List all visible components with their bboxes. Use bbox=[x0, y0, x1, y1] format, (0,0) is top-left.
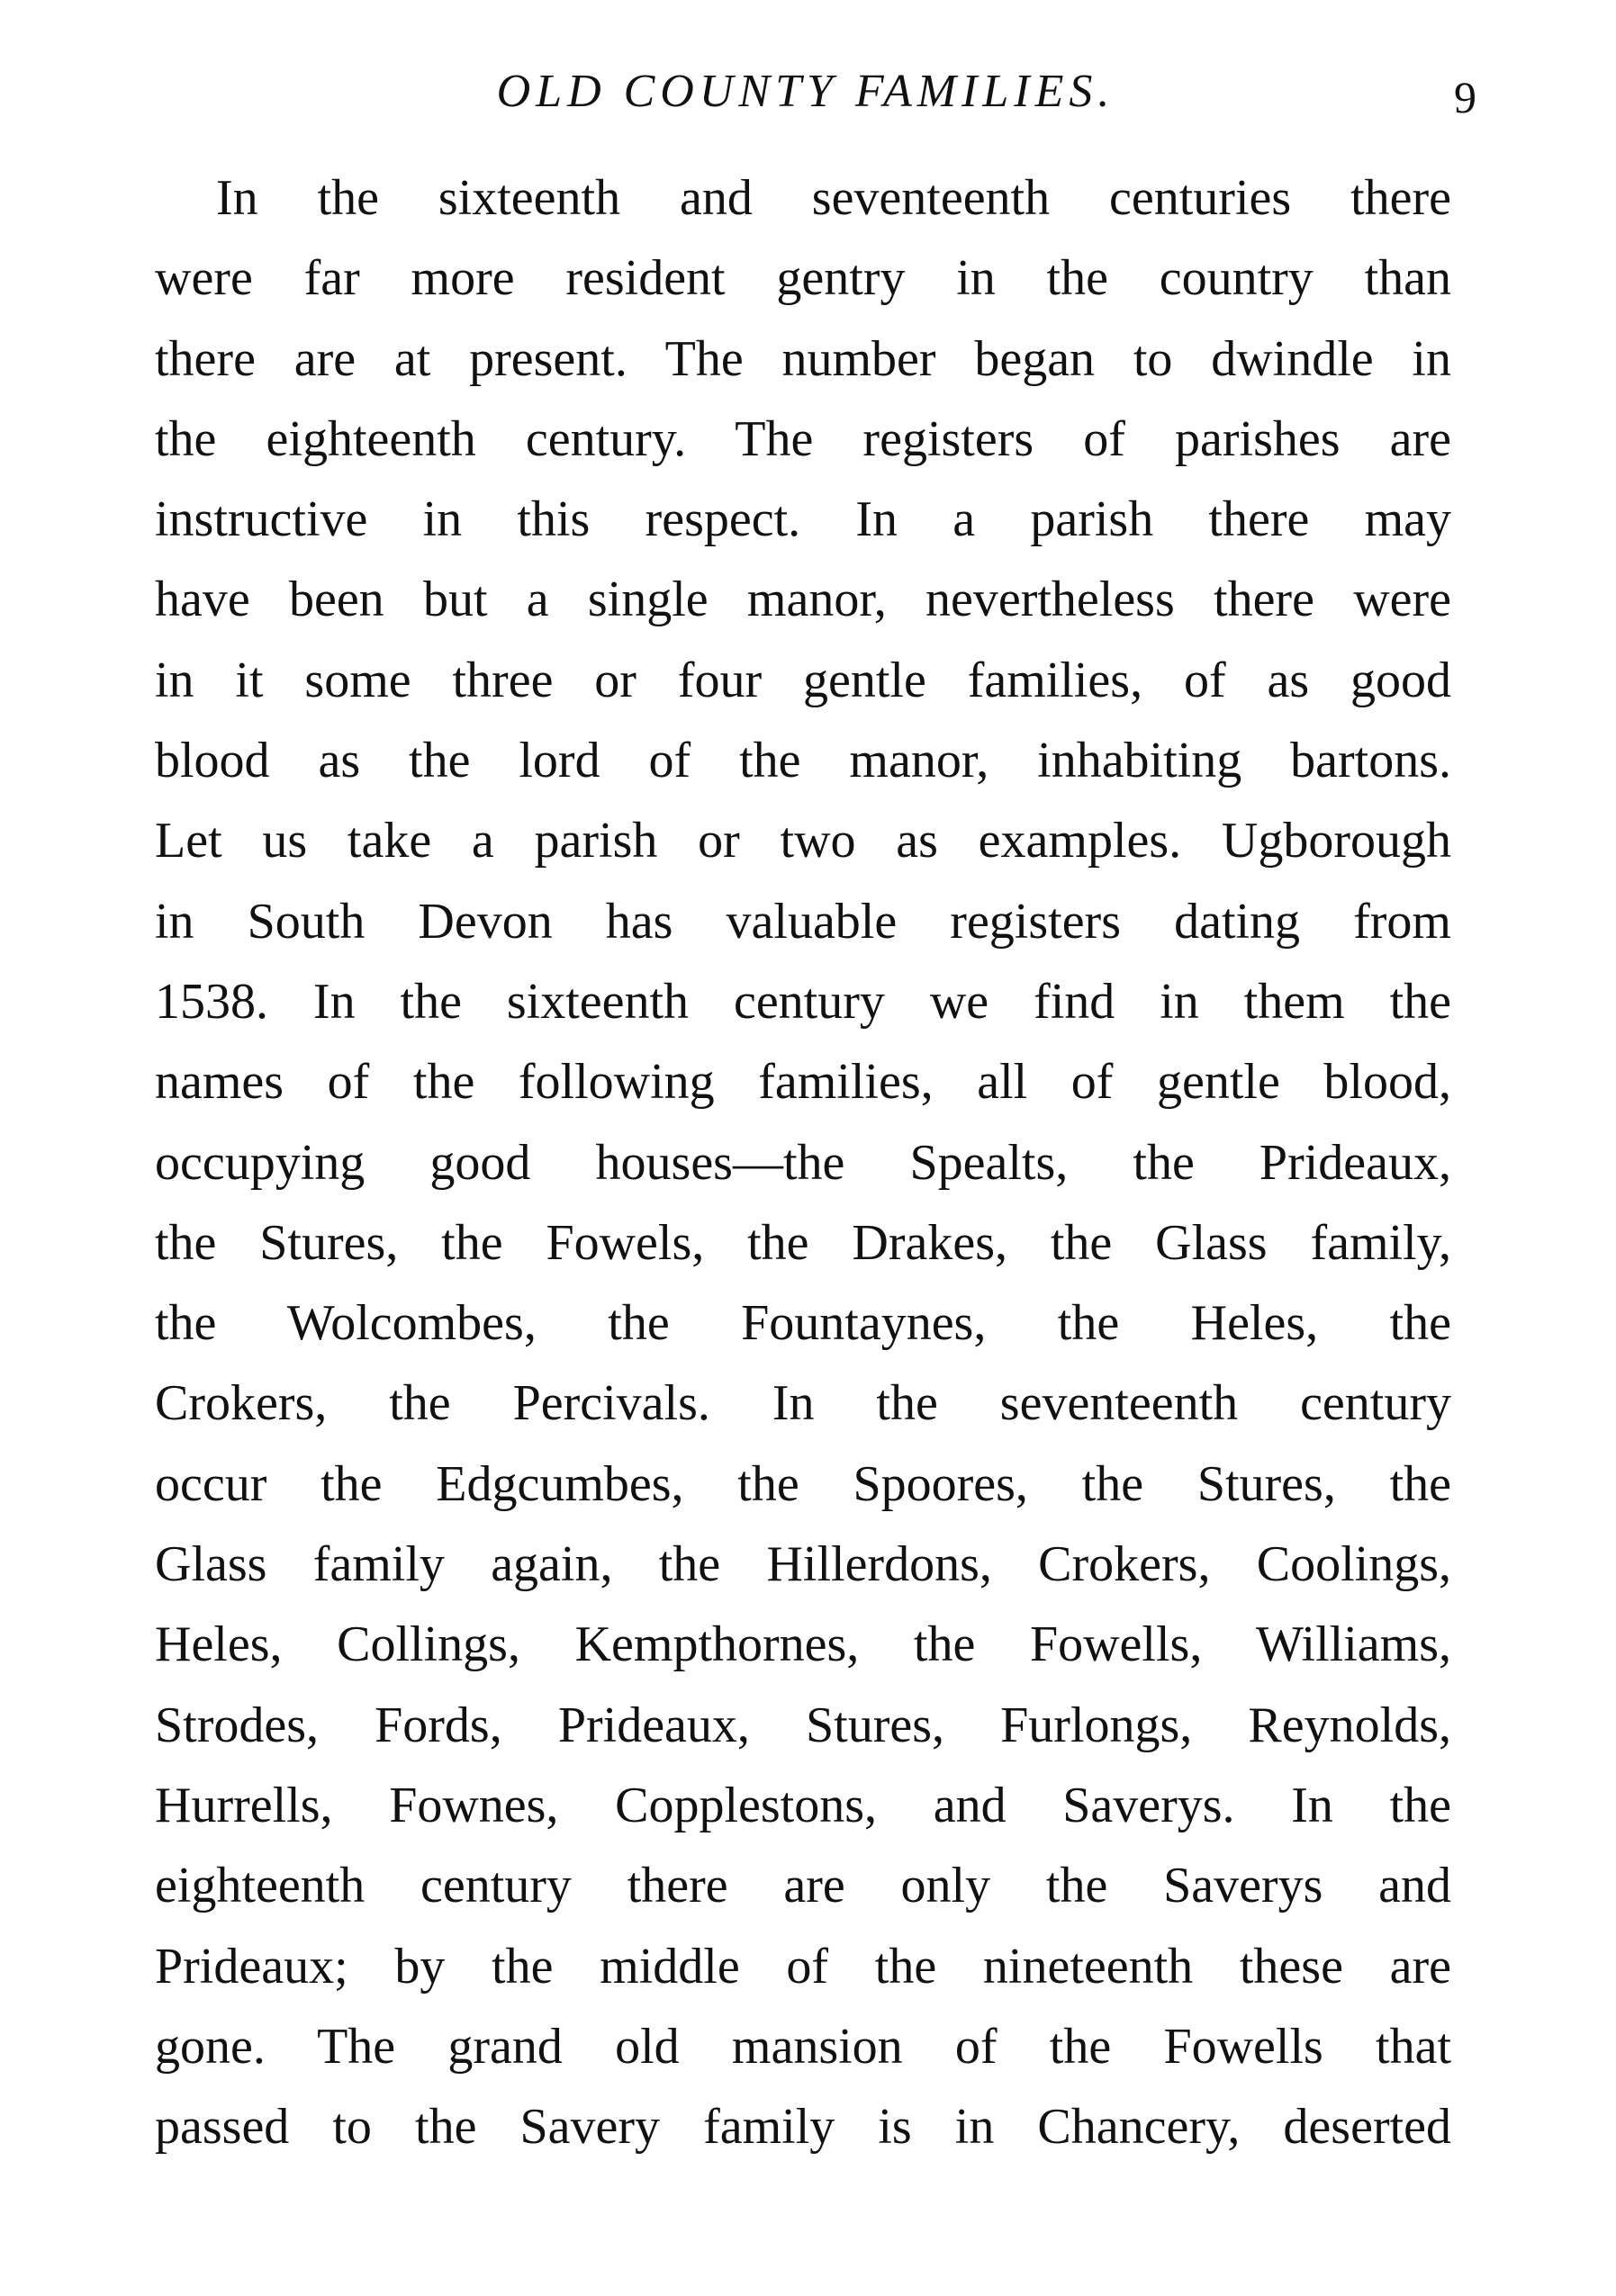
text-line: instructive in this respect. In a parish there may bbox=[155, 491, 1451, 548]
text-line: Prideaux; by the middle of the nineteenth these are bbox=[155, 1938, 1451, 1994]
text-line: the Wolcombes, the Fountaynes, the Heles, the bbox=[155, 1295, 1451, 1352]
body-paragraph bbox=[155, 158, 1451, 2167]
running-head bbox=[153, 56, 1476, 128]
running-title: OLD COUNTY FAMILIES. bbox=[496, 66, 1115, 117]
text-line: Heles, Collings, Kempthornes, the Fowells, Williams, bbox=[155, 1616, 1451, 1673]
text-line: in South Devon has valuable registers dating from bbox=[155, 893, 1451, 950]
text-line: Strodes, Fords, Prideaux, Stures, Furlongs, Reynolds, bbox=[155, 1697, 1451, 1753]
text-line: 1538. In the sixteenth century we find in them the bbox=[155, 973, 1451, 1030]
text-line: Crokers, the Percivals. In the seventeenth century bbox=[155, 1375, 1451, 1432]
text-line: Glass family again, the Hillerdons, Crokers, Coolings, bbox=[155, 1536, 1451, 1593]
text-line: were far more resident gentry in the country than bbox=[155, 250, 1451, 307]
page-number: 9 bbox=[1454, 72, 1476, 122]
text-line: names of the following families, all of gentle blood, bbox=[155, 1054, 1451, 1111]
text-line: have been but a single manor, nevertheless there were bbox=[155, 572, 1451, 628]
text-line: eighteenth century there are only the Saverys and bbox=[155, 1858, 1451, 1914]
text-line: occur the Edgcumbes, the Spoores, the Stures, the bbox=[155, 1455, 1451, 1512]
text-line: blood as the lord of the manor, inhabiting bartons. bbox=[155, 733, 1451, 789]
text-line: passed to the Savery family is in Chancery, deserted bbox=[155, 2099, 1451, 2156]
text-line: there are at present. The number began to dwindle in bbox=[155, 330, 1451, 387]
text-line: occupying good houses—the Spealts, the Prideaux, bbox=[155, 1134, 1451, 1191]
text-line: In the sixteenth and seventeenth centuries there bbox=[216, 170, 1451, 226]
text-line: Let us take a parish or two as examples. Ugborough bbox=[155, 813, 1451, 869]
text-line: Hurrells, Fownes, Copplestons, and Saverys. In the bbox=[155, 1777, 1451, 1833]
text-line: in it some three or four gentle families, of as good bbox=[155, 652, 1451, 708]
text-line: the Stures, the Fowels, the Drakes, the Glass family, bbox=[155, 1214, 1451, 1271]
text-line: the eighteenth century. The registers of parishes are bbox=[155, 410, 1451, 467]
text-line: gone. The grand old mansion of the Fowells that bbox=[155, 2018, 1451, 2075]
